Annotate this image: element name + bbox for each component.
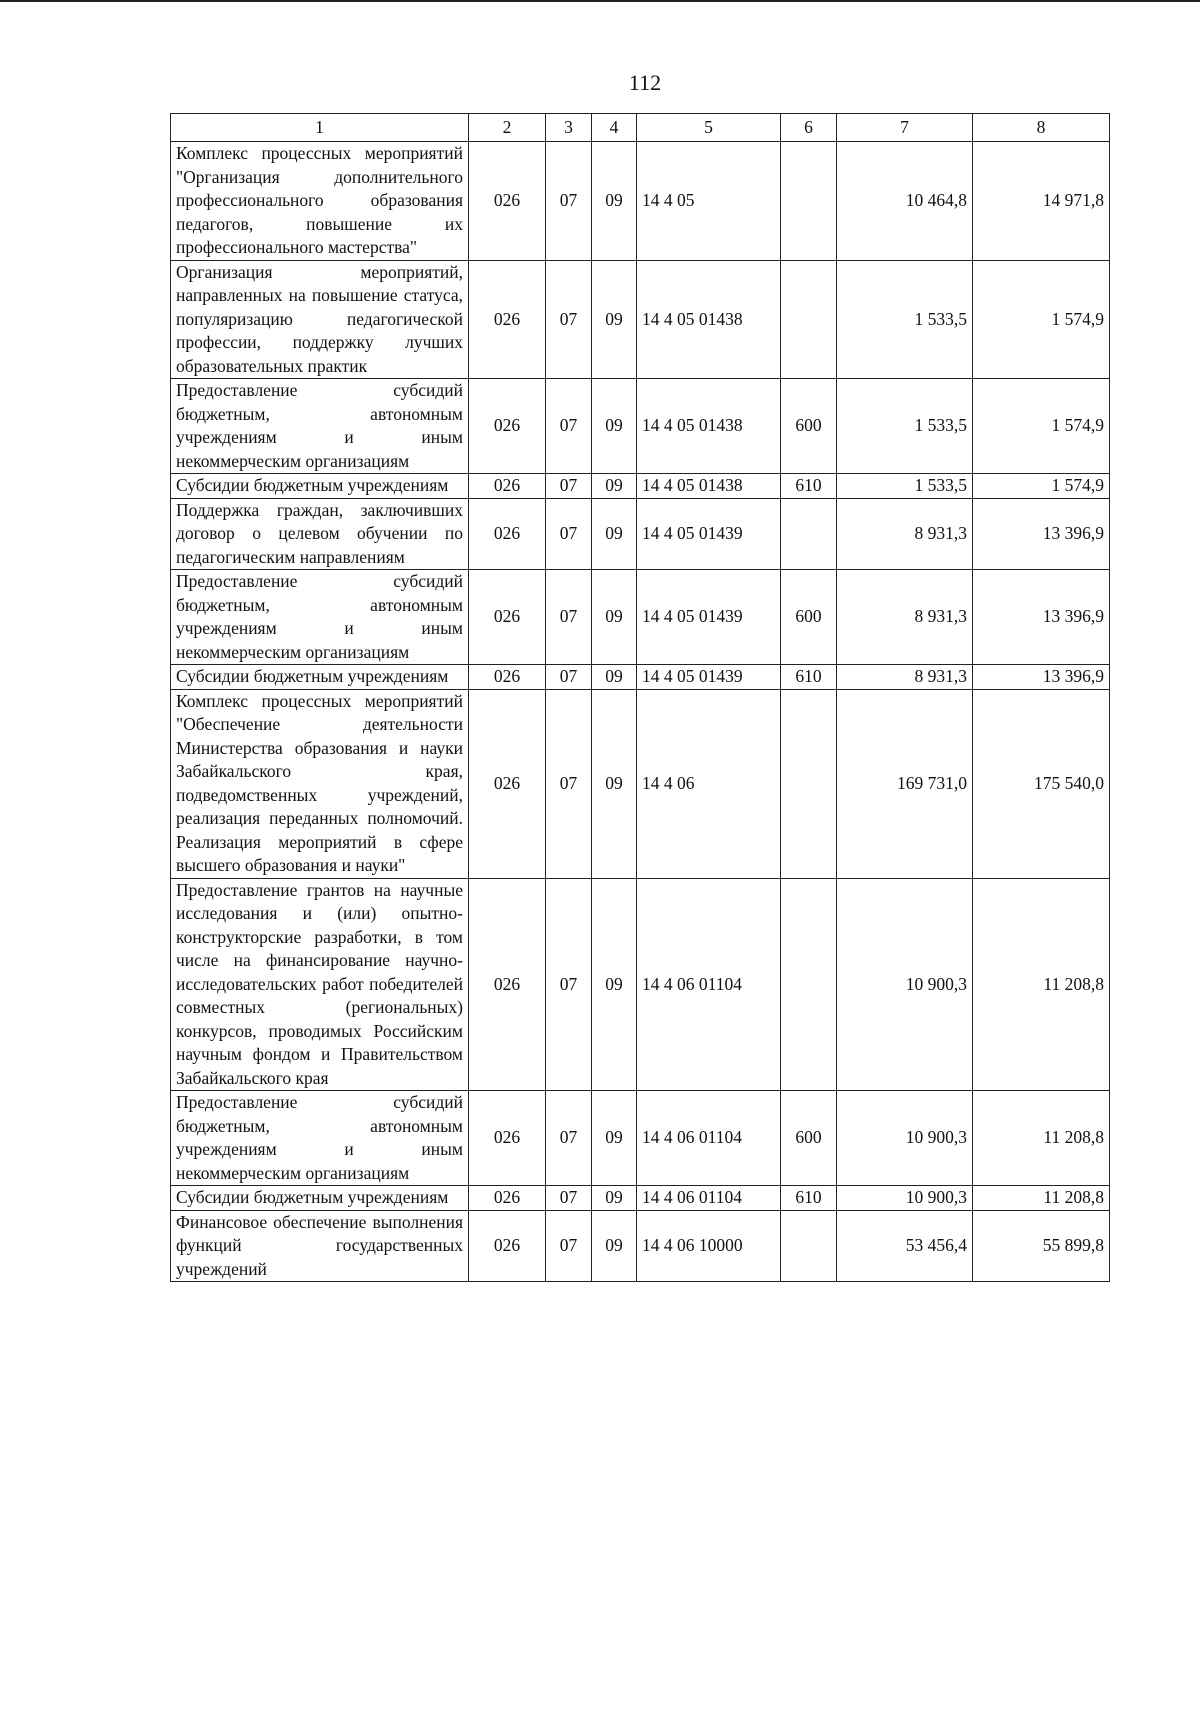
subsection-code-cell: 09 <box>592 570 637 665</box>
target-article-cell: 14 4 06 01104 <box>637 878 781 1091</box>
amount-col8-cell: 1 574,9 <box>973 260 1110 379</box>
row-name-cell: Финансовое обеспечение выполнения функций государственных учреждений <box>171 1210 469 1282</box>
row-name-cell: Субсидии бюджетным учреждениям <box>171 474 469 499</box>
subsection-code-cell: 09 <box>592 1186 637 1211</box>
ministry-code-cell: 026 <box>469 1091 546 1186</box>
column-header: 5 <box>637 114 781 142</box>
column-header: 2 <box>469 114 546 142</box>
expense-type-cell: 610 <box>781 665 837 690</box>
target-article-cell: 14 4 05 01439 <box>637 665 781 690</box>
ministry-code-cell: 026 <box>469 498 546 570</box>
amount-col7-cell: 1 533,5 <box>837 260 973 379</box>
subsection-code-cell: 09 <box>592 1091 637 1186</box>
amount-col7-cell: 53 456,4 <box>837 1210 973 1282</box>
table-row <box>171 498 1110 570</box>
expense-type-cell <box>781 1210 837 1282</box>
page-top-border <box>0 0 1200 2</box>
expense-type-cell <box>781 689 837 878</box>
expense-type-cell: 600 <box>781 570 837 665</box>
target-article-cell: 14 4 05 01438 <box>637 474 781 499</box>
column-header: 6 <box>781 114 837 142</box>
amount-col7-cell: 1 533,5 <box>837 474 973 499</box>
section-code-cell: 07 <box>546 1186 592 1211</box>
target-article-cell: 14 4 06 <box>637 689 781 878</box>
table-body <box>171 142 1110 1282</box>
ministry-code-cell: 026 <box>469 474 546 499</box>
amount-col7-cell: 1 533,5 <box>837 379 973 474</box>
row-name-cell: Субсидии бюджетным учреждениям <box>171 1186 469 1211</box>
expense-type-cell <box>781 498 837 570</box>
section-code-cell: 07 <box>546 878 592 1091</box>
ministry-code-cell: 026 <box>469 1210 546 1282</box>
ministry-code-cell: 026 <box>469 689 546 878</box>
subsection-code-cell: 09 <box>592 379 637 474</box>
row-name-cell: Предоставление грантов на научные исследования и (или) опытно-конструкторские разработки, в том числе на финансирование научно-исследовательских работ победителей совместных (региональных) конкурсов, проводимых Российским научным фондом и Правительством Забайкальского края <box>171 878 469 1091</box>
target-article-cell: 14 4 05 <box>637 142 781 261</box>
ministry-code-cell: 026 <box>469 260 546 379</box>
table-row <box>171 379 1110 474</box>
expense-type-cell: 610 <box>781 474 837 499</box>
page-number: 112 <box>628 70 662 95</box>
amount-col7-cell: 8 931,3 <box>837 665 973 690</box>
subsection-code-cell: 09 <box>592 689 637 878</box>
column-header: 7 <box>837 114 973 142</box>
table-row <box>171 878 1110 1091</box>
section-code-cell: 07 <box>546 379 592 474</box>
subsection-code-cell: 09 <box>592 878 637 1091</box>
amount-col8-cell: 11 208,8 <box>973 1186 1110 1211</box>
table-row <box>171 1091 1110 1186</box>
row-name-cell: Субсидии бюджетным учреждениям <box>171 665 469 690</box>
target-article-cell: 14 4 05 01439 <box>637 570 781 665</box>
amount-col8-cell: 1 574,9 <box>973 379 1110 474</box>
column-header: 4 <box>592 114 637 142</box>
expense-type-cell <box>781 260 837 379</box>
table-header-row <box>171 114 1110 142</box>
section-code-cell: 07 <box>546 142 592 261</box>
section-code-cell: 07 <box>546 1091 592 1186</box>
amount-col8-cell: 11 208,8 <box>973 878 1110 1091</box>
amount-col7-cell: 10 900,3 <box>837 1186 973 1211</box>
expense-type-cell <box>781 878 837 1091</box>
amount-col7-cell: 8 931,3 <box>837 570 973 665</box>
target-article-cell: 14 4 05 01438 <box>637 260 781 379</box>
budget-table <box>170 113 1110 1282</box>
amount-col8-cell: 13 396,9 <box>973 498 1110 570</box>
table-row <box>171 1210 1110 1282</box>
amount-col7-cell: 8 931,3 <box>837 498 973 570</box>
subsection-code-cell: 09 <box>592 260 637 379</box>
target-article-cell: 14 4 06 10000 <box>637 1210 781 1282</box>
section-code-cell: 07 <box>546 1210 592 1282</box>
amount-col8-cell: 55 899,8 <box>973 1210 1110 1282</box>
row-name-cell: Организация мероприятий, направленных на повышение статуса, популяризацию педагогической профессии, поддержку лучших образовательных практик <box>171 260 469 379</box>
target-article-cell: 14 4 05 01439 <box>637 498 781 570</box>
section-code-cell: 07 <box>546 474 592 499</box>
amount-col7-cell: 10 900,3 <box>837 878 973 1091</box>
amount-col8-cell: 14 971,8 <box>973 142 1110 261</box>
target-article-cell: 14 4 05 01438 <box>637 379 781 474</box>
subsection-code-cell: 09 <box>592 474 637 499</box>
amount-col8-cell: 11 208,8 <box>973 1091 1110 1186</box>
section-code-cell: 07 <box>546 498 592 570</box>
section-code-cell: 07 <box>546 260 592 379</box>
row-name-cell: Комплекс процессных мероприятий "Обеспечение деятельности Министерства образования и науки Забайкальского края, подведомственных учреждений, реализация переданных полномочий. Реализация мероприятий в сфере высшего образования и науки" <box>171 689 469 878</box>
ministry-code-cell: 026 <box>469 142 546 261</box>
table-row <box>171 474 1110 499</box>
row-name-cell: Поддержка граждан, заключивших договор о целевом обучении по педагогическим направлениям <box>171 498 469 570</box>
expense-type-cell: 600 <box>781 379 837 474</box>
amount-col7-cell: 10 900,3 <box>837 1091 973 1186</box>
table-row <box>171 689 1110 878</box>
section-code-cell: 07 <box>546 570 592 665</box>
subsection-code-cell: 09 <box>592 498 637 570</box>
expense-type-cell: 610 <box>781 1186 837 1211</box>
column-header: 8 <box>973 114 1110 142</box>
row-name-cell: Предоставление субсидий бюджетным, автономным учреждениям и иным некоммерческим организациям <box>171 1091 469 1186</box>
table-row <box>171 570 1110 665</box>
column-header: 3 <box>546 114 592 142</box>
ministry-code-cell: 026 <box>469 570 546 665</box>
table-row <box>171 142 1110 261</box>
section-code-cell: 07 <box>546 665 592 690</box>
column-header: 1 <box>171 114 469 142</box>
table-row <box>171 260 1110 379</box>
table-row <box>171 665 1110 690</box>
section-code-cell: 07 <box>546 689 592 878</box>
amount-col7-cell: 169 731,0 <box>837 689 973 878</box>
table-row <box>171 1186 1110 1211</box>
amount-col8-cell: 13 396,9 <box>973 570 1110 665</box>
subsection-code-cell: 09 <box>592 665 637 690</box>
ministry-code-cell: 026 <box>469 1186 546 1211</box>
expense-type-cell <box>781 142 837 261</box>
ministry-code-cell: 026 <box>469 878 546 1091</box>
ministry-code-cell: 026 <box>469 665 546 690</box>
row-name-cell: Предоставление субсидий бюджетным, автономным учреждениям и иным некоммерческим организациям <box>171 570 469 665</box>
row-name-cell: Предоставление субсидий бюджетным, автономным учреждениям и иным некоммерческим организациям <box>171 379 469 474</box>
amount-col8-cell: 1 574,9 <box>973 474 1110 499</box>
target-article-cell: 14 4 06 01104 <box>637 1186 781 1211</box>
subsection-code-cell: 09 <box>592 142 637 261</box>
expense-type-cell: 600 <box>781 1091 837 1186</box>
subsection-code-cell: 09 <box>592 1210 637 1282</box>
row-name-cell: Комплекс процессных мероприятий "Организация дополнительного профессионального образования педагогов, повышение их профессионального мастерства" <box>171 142 469 261</box>
ministry-code-cell: 026 <box>469 379 546 474</box>
target-article-cell: 14 4 06 01104 <box>637 1091 781 1186</box>
amount-col8-cell: 175 540,0 <box>973 689 1110 878</box>
amount-col8-cell: 13 396,9 <box>973 665 1110 690</box>
amount-col7-cell: 10 464,8 <box>837 142 973 261</box>
